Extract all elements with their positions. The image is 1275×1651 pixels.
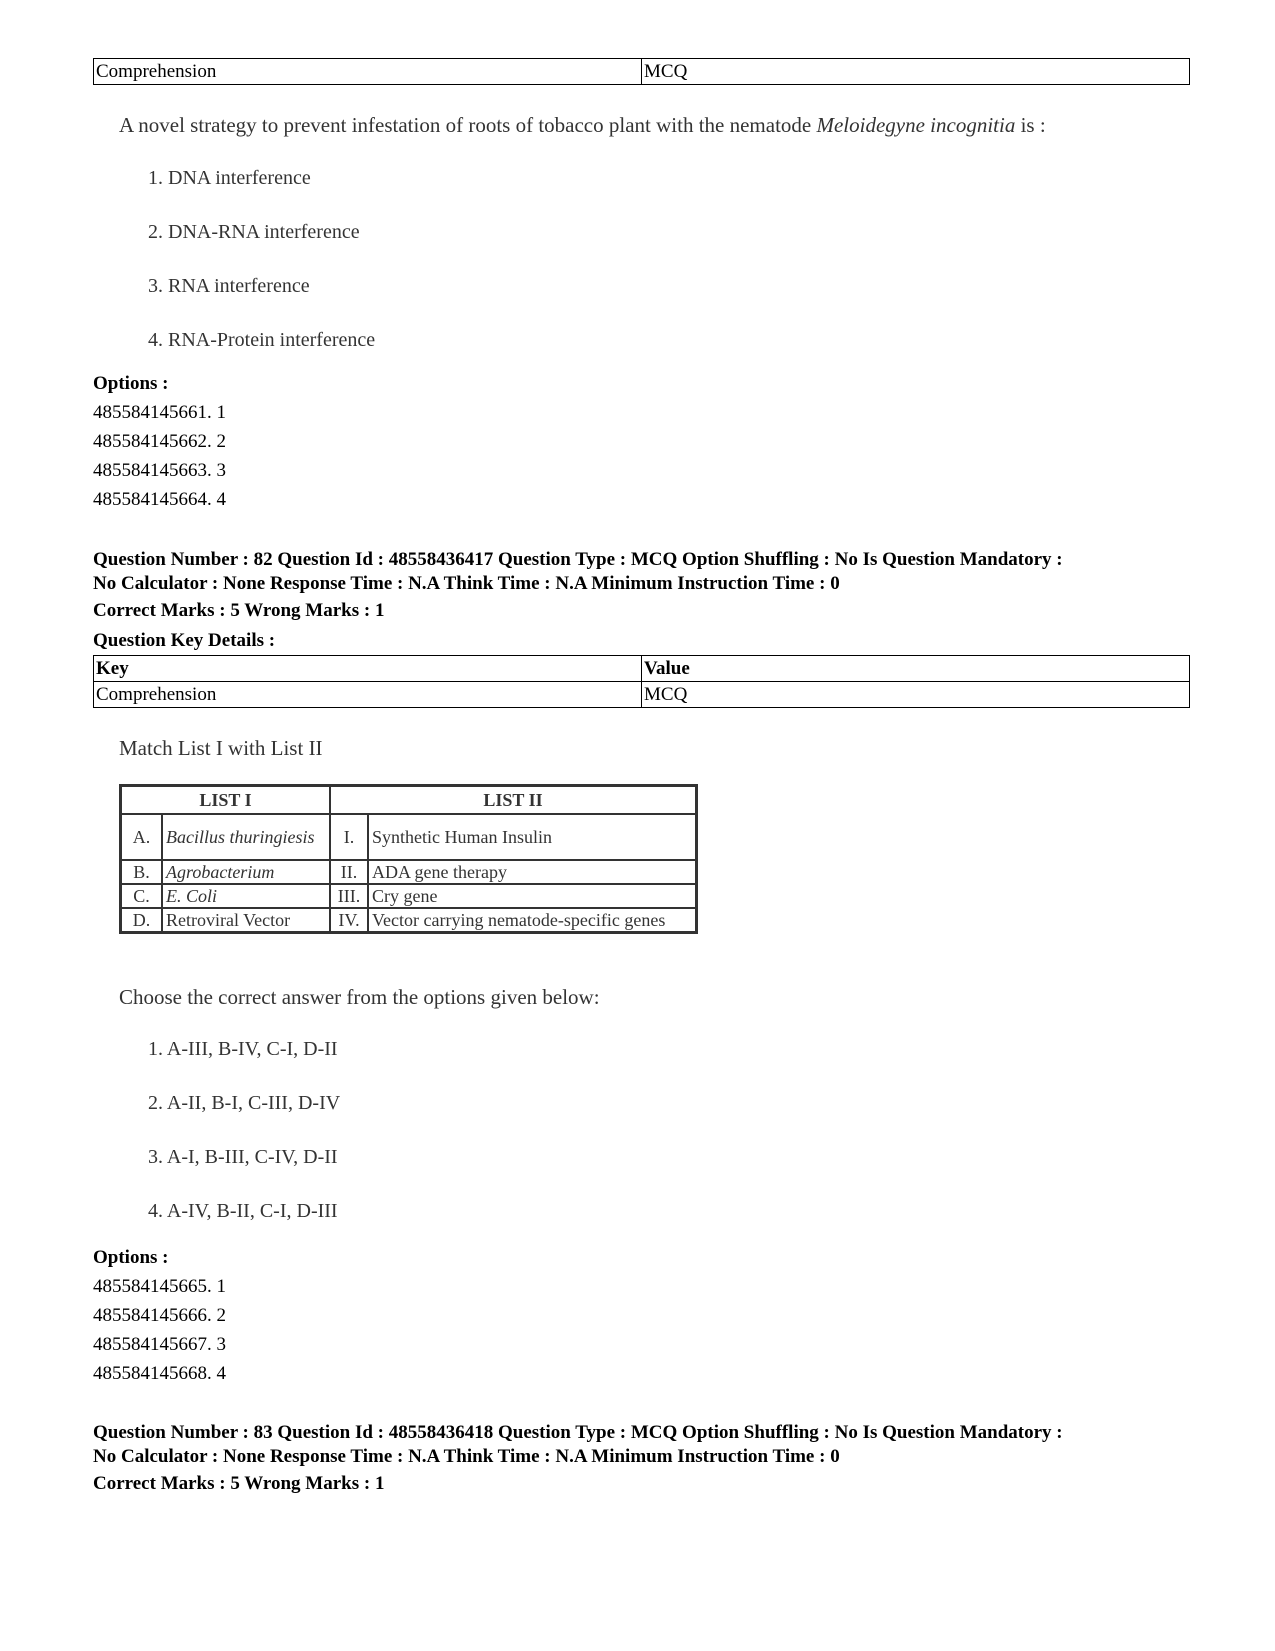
key-details-title: Question Key Details : <box>93 630 276 651</box>
table-row <box>94 682 1190 708</box>
choice-item: 2. A-II, B-I, C-III, D-IV <box>148 1092 341 1114</box>
question-stem: A novel strategy to prevent infestation of roots of tobacco plant with the nematode Meloidegyne incognitia is : <box>119 113 1046 137</box>
table-header-row <box>121 786 697 815</box>
choice-item: 1. DNA interference <box>148 167 311 189</box>
choice-item: 4. A-IV, B-II, C-I, D-III <box>148 1200 338 1222</box>
choice-item: 4. RNA-Protein interference <box>148 329 376 351</box>
question-stem: Match List I with List II <box>119 736 323 760</box>
option-line: 485584145663. 3 <box>93 460 226 481</box>
list1-header: LIST I <box>121 786 331 815</box>
marks-line: Correct Marks : 5 Wrong Marks : 1 <box>93 1473 385 1494</box>
options-title: Options : <box>93 1247 169 1268</box>
key-details-table <box>93 655 1190 708</box>
key-header: Key <box>94 656 642 682</box>
key-cell: Comprehension <box>94 59 642 85</box>
key-cell: Comprehension <box>94 682 642 708</box>
match-table <box>119 784 698 934</box>
choice-item: 2. DNA-RNA interference <box>148 221 360 243</box>
table-row: D. Retroviral Vector IV. Vector carrying nematode-specific genes <box>121 908 697 933</box>
question-meta: Question Number : 83 Question Id : 48558436418 Question Type : MCQ Option Shuffling : No Is Question Mandatory : No Calculator : None Response Time : N.A Think Time : N.A Minimum Instruction Time : 0 Correct Marks : 5 Wrong Marks : 1 <box>93 1421 1190 1499</box>
choice-list <box>93 1022 340 1238</box>
options-block <box>93 1234 226 1388</box>
choice-list <box>93 151 375 367</box>
choice-item: 1. A-III, B-IV, C-I, D-II <box>148 1038 338 1060</box>
value-cell: MCQ <box>642 682 1190 708</box>
list2-header: LIST II <box>330 786 697 815</box>
option-line: 485584145661. 1 <box>93 402 226 423</box>
options-title: Options : <box>93 373 169 394</box>
table-row <box>94 656 1190 682</box>
choice-item: 3. RNA interference <box>148 275 310 297</box>
option-line: 485584145668. 4 <box>93 1363 226 1384</box>
value-cell: MCQ <box>642 59 1190 85</box>
species-name: Meloidegyne incognitia <box>816 113 1016 137</box>
option-line: 485584145666. 2 <box>93 1305 226 1326</box>
value-header: Value <box>642 656 1190 682</box>
option-line: 485584145667. 3 <box>93 1334 226 1355</box>
options-block <box>93 360 226 514</box>
question-meta: Question Number : 82 Question Id : 48558436417 Question Type : MCQ Option Shuffling : No Is Question Mandatory : No Calculator : None Response Time : N.A Think Time : N.A Minimum Instruction Time : 0 Correct Marks : 5 Wrong Marks : 1 Question Key Details : <box>93 548 1190 656</box>
instruction-text: Choose the correct answer from the options given below: <box>119 985 600 1009</box>
choice-item: 3. A-I, B-III, C-IV, D-II <box>148 1146 338 1168</box>
table-row: A. Bacillus thuringiesis I. Synthetic Human Insulin <box>121 814 697 860</box>
option-line: 485584145665. 1 <box>93 1276 226 1297</box>
option-line: 485584145664. 4 <box>93 489 226 510</box>
marks-line: Correct Marks : 5 Wrong Marks : 1 <box>93 600 385 621</box>
table-row: C. E. Coli III. Cry gene <box>121 884 697 908</box>
table-row: B. Agrobacterium II. ADA gene therapy <box>121 860 697 884</box>
key-details-table <box>93 58 1190 85</box>
option-line: 485584145662. 2 <box>93 431 226 452</box>
table-row <box>94 59 1190 85</box>
